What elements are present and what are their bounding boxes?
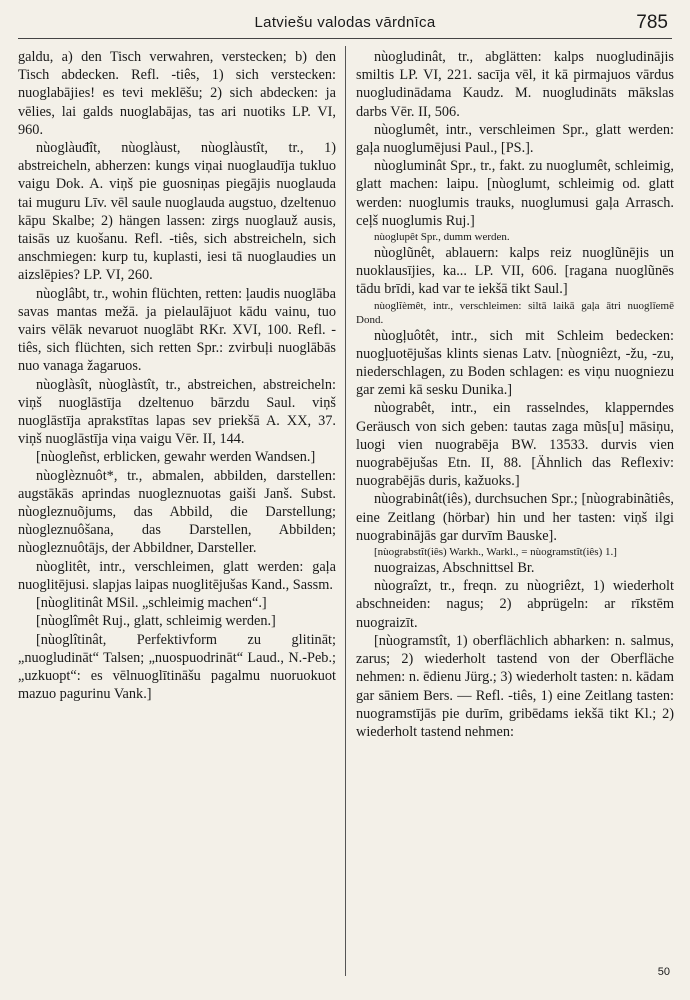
dictionary-entry: nùogluminât Spr., tr., fakt. zu nuoglumêt, schleimig, glatt machen: laipu. [nùoglumt, schleimig od. glatt werden: nuoglumis trauks, nuoglumusi gaļa Arrasch. ceļš nuoglumis Ruj.] [356, 158, 674, 229]
dictionary-entry: nùoglũnêt, ablauern: kalps reiz nuoglũnējis un nuoklausījies, ka... LP. VII, 606. [ragana nuoglũnēs tādu brīdi, kad var te iekšā tikt Saul.] [356, 245, 674, 298]
dictionary-entry: nuograizas, Abschnittsel Br. [374, 560, 535, 577]
dictionary-entry: nùoglĩèmêt, intr., verschleimen: siltā laikā gaļa ātri nuoglīemē Dond. [356, 299, 674, 326]
dictionary-entry: [nùoglitinât MSil. „schleimig machen“.] [36, 595, 267, 612]
printer-signature: 50 [657, 966, 670, 978]
dictionary-entry: [nùogramstît, 1) oberflächlich abharken: n. salmus, zarus; 2) wiederholt tastend von der Oberfläche nehmen: n. ēdienu Jürg.; 3) wiederholt tasten: n. kādam gar sāniem Bers. — Refl. -tiês, 1) eine Zeitlang tasten: nuogramstījās pie durīm, gribēdams iekšā tikt Kl.; 2) wiederholt tastend nehmen: [356, 632, 674, 740]
dictionary-entry: [nùoglîmêt Ruj., glatt, schleimig werden.] [36, 613, 276, 630]
dictionary-entry: [nùoglîtinât, Perfektivform zu glitināt; „nuogludināt“ Talsen; „nuospuodrināt“ Laud., N.-Peb.; „uzkuopt“: es vēlnuoglītināšu pagalmu nuoruokuot mazuo pagurinu Vank.] [18, 631, 336, 703]
dictionary-entry: nùoglitêt, intr., verschleimen, glatt werden: gaļa nuoglitējusi. slapjas laipas nuoglitējušas Kand., Sassm. [18, 558, 336, 593]
dictionary-entry: nùogludinât, tr., abglätten: kalps nuogludinājis smiltis LP. VI, 221. sacīja vēl, it kā pirmajuos vārdus nuogludinādama Kaudz. M. nuogludināts mākslas darbs Vēr. II, 506. [356, 49, 674, 120]
dictionary-entry: [nùograbstĩt(iês) Warkh., Warkl., = nùogramstĩt(iês) 1.] [374, 546, 617, 559]
dictionary-entry: nùoglupêt Spr., dumm werden. [374, 231, 510, 244]
dictionary-entry: nùoglàuđît, nùoglàust, nùoglàustît, tr., 1) abstreicheln, abherzen: kungs viņai nuoglaudīja tukluo vaigu Dok. A. viņš pie guosniņas piegājis nuoglauda tai muguru Līv. vēl saule nuoglauda augstuo, dzeltenuo kāpu Skalbe; 2) hängen lassen: zirgs nuoglauž ausis, taisās uz kuošanu. Refl. -tiês, sich abstreicheln, sich anschmiegen: kurp tu, kuplasti, iesi tā nuoglaudies un aizslēpies? LP. VI, 260. [18, 140, 336, 284]
dictionary-entry: nùogļuôtêt, intr., sich mit Schleim bedecken: nuogļuotējušas klints sienas Latv. [nùogniêzt, -žu, -zu, niederschlagen, zu Boden schlagen: es viņu nuogniezu gar zemi kā sesku Dunika.] [356, 327, 674, 399]
dictionary-entry: nùograbêt, intr., ein rasselndes, klapperndes Geräusch von sich geben: tautas zaga mũs[u] māsiņu, luogi vien nuograbēja BW. 13533. durvis vien nuograbējušas Etn. II, 88. [Ähnlich das Reflexiv: nuograbējās duris, kažuoks.] [356, 400, 674, 490]
column-divider [345, 46, 346, 976]
dictionary-entry: nùoglumêt, intr., verschleimen Spr., glatt werden: gaļa nuoglumējusi Paul., [PS.]. [356, 121, 674, 157]
running-title: Latviešu valodas vārdnīca [254, 14, 436, 31]
dictionary-entry: nùoglâbt, tr., wohin flüchten, retten: ļaudis nuoglāba savas mantas mežā. ja pielaulājuot kādu vainu, tuo vairs vēlāk nevaruot nuoglābt RKr. XVI, 100. Refl. -tiês, sich flüchten, sich retten Spr.: zvirbuļi nuoglābās nuo vanaga žagaruos. [18, 285, 336, 375]
dictionary-entry: nùoglàsît, nùoglàstît, tr., abstreichen, abstreicheln: viņš nuoglāstīja dzeltenuo bārzdu Saul. viņš nuoglāstīja aprakstītas lapas sev priekšā A. XX, 37. viņš nuoglāstīja viņa vaigu Vēr. II, 144. [18, 376, 336, 448]
dictionary-entry: nùograîzt, tr., freqn. zu nùogriêzt, 1) wiederholt abschneiden: nagus; 2) abprügeln: ar rīkstēm nuograizīt. [356, 578, 674, 631]
page-header [18, 8, 672, 39]
page-number: 785 [636, 12, 668, 33]
dictionary-entry: nùograbinât(iês), durchsuchen Spr.; [nùograbinãtiês, eine Zeitlang (hörbar) hin und her tasten: viņš ilgi nuograbinājās gar durvīm Bauske]. [356, 491, 674, 544]
left-column [18, 48, 336, 703]
dictionary-entry: galdu, a) den Tisch verwahren, verstecken; b) den Tisch abdecken. Refl. -tiês, 1) sich verstecken: nuoglabājies! es tevi meklēšu; 2) sich abdecken: ja vēlies, lai galds nuoglabājas, tas ari nuotiks LP. VI, 960. [18, 49, 336, 138]
dictionary-entry: [nùogleñst, erblicken, gewahr werden Wandsen.] [36, 449, 316, 466]
right-column [356, 48, 674, 741]
dictionary-entry: nùoglèznuôt*, tr., abmalen, abbilden, darstellen: augstākās aprindas nuogleznuotas gaiši Janš. Subst. nùogleznuõjums, das Abbild, die Darstellung; nùogleznuôšana, das Darstellen, Abbilden; nùogleznuôtājs, der Abbildner, Darsteller. [18, 467, 336, 557]
